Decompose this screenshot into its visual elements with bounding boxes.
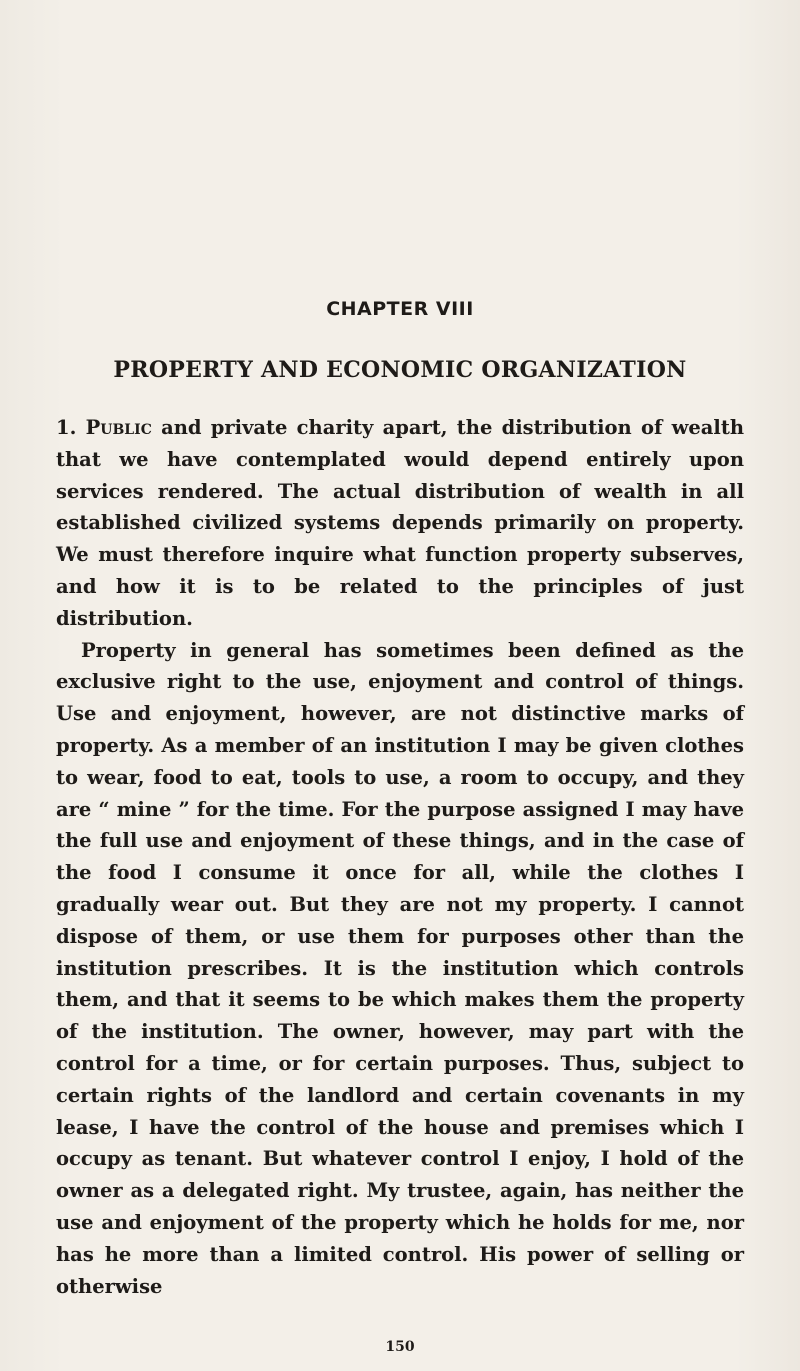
body-text [56, 412, 744, 1302]
paragraph-number: 1. [56, 416, 77, 439]
page-number: 150 [385, 1339, 415, 1355]
paragraph-1 [56, 412, 744, 635]
paragraph-2: Property in general has sometimes been defined as the exclusive right to the use, enjoyment and control of things. Use and enjoyment, however, are not distinctive marks of property. As a member of an institution I may be given clothes to wear, food to eat, tools to use, a room to occupy, and they are “ mine ” for the time. For the purpose assigned I may have the full use and enjoyment of these things, and in the case of the food I consume it once for all, while the clothes I gradually wear out. But they are not my property. I cannot dispose of them, or use them for purposes other than the institution prescribes. It is the institution which controls them, and that it seems to be which makes them the property of the institution. The owner, however, may part with the control for a time, or for certain purposes. Thus, subject to certain rights of the landlord and certain covenants in my lease, I have the control of the house and premises which I occupy as tenant. But whatever control I enjoy, I hold of the owner as a delegated right. My trustee, again, has neither the use and enjoyment of the property which he holds for me, nor has he more than a limited control. His power of selling or otherwise [56, 638, 744, 1298]
paragraph-1-text: and private charity apart, the distribution of wealth that we have contemplated would depend entirely upon services rendered. The actual distribution of wealth in all established civilized systems depends primarily on property. We must therefore inquire what function property subserves, and how it is to be related to the principles of just distribution. [56, 416, 744, 630]
section-title: PROPERTY AND ECONOMIC ORGANIZATION [113, 357, 687, 383]
paragraph-lead-word: Public [85, 416, 152, 439]
chapter-heading: CHAPTER VIII [326, 298, 474, 320]
